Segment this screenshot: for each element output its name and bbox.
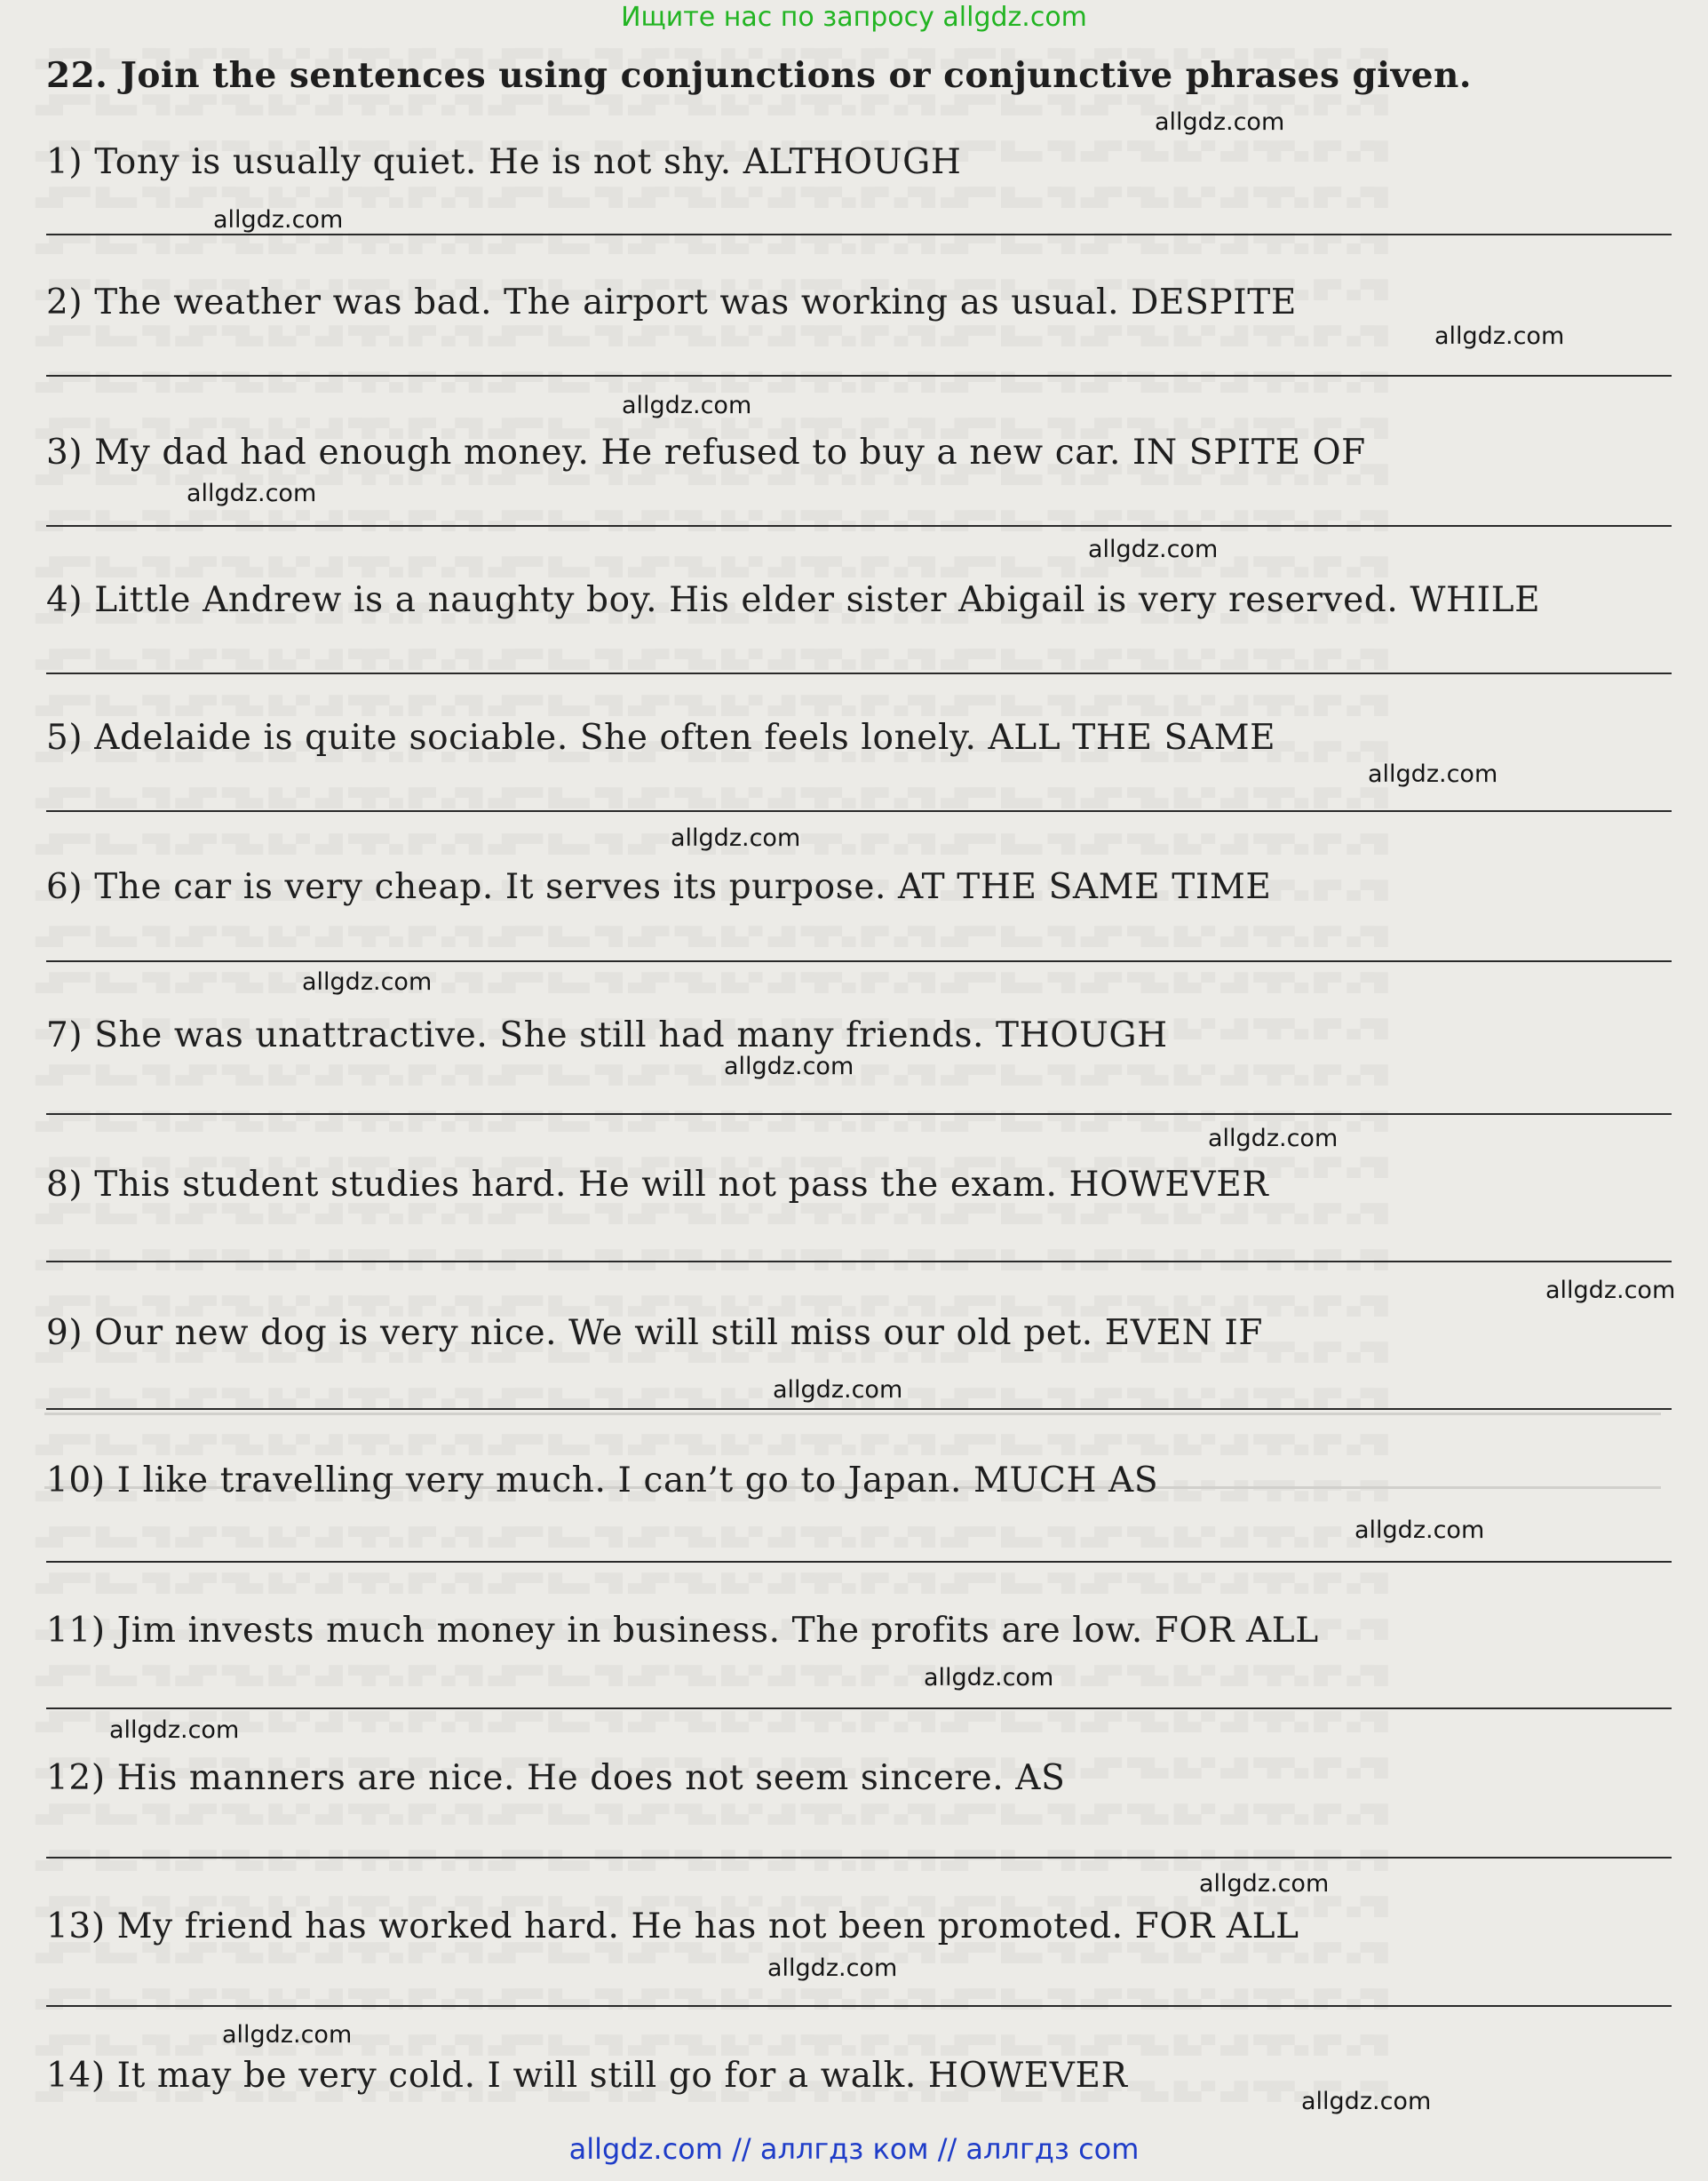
bleed-through-line xyxy=(36,1699,1670,1745)
answer-line[interactable] xyxy=(46,810,1672,812)
answer-line[interactable] xyxy=(46,234,1672,235)
answer-line[interactable] xyxy=(46,1408,1672,1410)
page-watermark: allgdz.com xyxy=(1368,760,1498,788)
page-watermark: allgdz.com xyxy=(773,1376,903,1404)
page-watermark: allgdz.com xyxy=(724,1053,854,1080)
bleed-through-line xyxy=(36,1976,1670,2022)
page-watermark: allgdz.com xyxy=(1354,1516,1485,1544)
bleed-through-line xyxy=(36,1837,1670,1883)
exercise-item: 4) Little Andrew is a naughty boy. His elder sister Abigail is very reserved. WHILE xyxy=(46,580,1541,620)
exercise-item: 7) She was unattractive. She still had many friends. THOUGH xyxy=(46,1015,1168,1055)
exercise-item: 3) My dad had enough money. He refused to buy a new car. IN SPITE OF xyxy=(46,433,1366,473)
answer-line[interactable] xyxy=(46,960,1672,962)
answer-line[interactable] xyxy=(46,375,1672,377)
page-watermark: allgdz.com xyxy=(767,1954,898,1982)
exercise-item: 13) My friend has worked hard. He has not been promoted. FOR ALL xyxy=(46,1906,1299,1946)
answer-line[interactable] xyxy=(46,1857,1672,1859)
bleed-through-line xyxy=(36,1237,1670,1283)
page-watermark: allgdz.com xyxy=(1199,1870,1330,1898)
page-watermark: allgdz.com xyxy=(924,1664,1054,1691)
exercise-item: 6) The car is very cheap. It serves its purpose. AT THE SAME TIME xyxy=(46,867,1272,907)
exercise-item: 11) Jim invests much money in business. The profits are low. FOR ALL xyxy=(46,1611,1319,1651)
answer-line[interactable] xyxy=(46,2005,1672,2007)
page-watermark: allgdz.com xyxy=(213,206,344,234)
page-watermark: allgdz.com xyxy=(671,824,801,852)
top-watermark: Ищите нас по запросу allgdz.com xyxy=(621,2,1087,33)
page-watermark: allgdz.com xyxy=(109,1716,240,1744)
exercise-item: 9) Our new dog is very nice. We will still miss our old pet. EVEN IF xyxy=(46,1313,1264,1353)
answer-line[interactable] xyxy=(46,1561,1672,1563)
bleed-through-line xyxy=(36,1098,1670,1144)
exercise-item: 1) Tony is usually quiet. He is not shy. ALTHOUGH xyxy=(46,142,962,182)
exercise-item: 14) It may be very cold. I will still go for a walk. HOWEVER xyxy=(46,2056,1128,2096)
answer-line[interactable] xyxy=(46,1707,1672,1709)
exercise-item: 8) This student studies hard. He will not pass the exam. HOWEVER xyxy=(46,1165,1269,1205)
bleed-through-line xyxy=(36,959,1670,1006)
exercise-item: 2) The weather was bad. The airport was working as usual. DESPITE xyxy=(46,283,1297,322)
page-watermark: allgdz.com xyxy=(1155,108,1285,136)
exercise-item: 12) His manners are nice. He does not seem sincere. AS xyxy=(46,1758,1066,1798)
page-watermark: allgdz.com xyxy=(1434,322,1565,350)
answer-line[interactable] xyxy=(46,525,1672,527)
bleed-through-line xyxy=(36,359,1670,405)
bleed-through-line xyxy=(36,913,1670,959)
answer-line[interactable] xyxy=(46,1113,1672,1115)
page-watermark: allgdz.com xyxy=(1088,536,1219,563)
page-watermark: allgdz.com xyxy=(622,392,752,419)
answer-line[interactable] xyxy=(46,673,1672,674)
exercise-item: 10) I like travelling very much. I can’t go to Japan. MUCH AS xyxy=(46,1461,1159,1500)
bleed-through-line xyxy=(36,821,1670,867)
answer-line[interactable] xyxy=(46,1261,1672,1262)
exercise-item: 5) Adelaide is quite sociable. She often feels lonely. ALL THE SAME xyxy=(46,718,1276,758)
bleed-through-line xyxy=(36,636,1670,682)
page-watermark: allgdz.com xyxy=(187,480,317,507)
page-watermark: allgdz.com xyxy=(302,968,433,996)
page-watermark: allgdz.com xyxy=(1301,2088,1432,2115)
page-watermark: allgdz.com xyxy=(1208,1125,1339,1152)
exercise-heading: 22. Join the sentences using conjunctions or conjunctive phrases given. xyxy=(46,55,1472,96)
page-watermark: allgdz.com xyxy=(222,2021,353,2049)
page-watermark: allgdz.com xyxy=(1545,1277,1676,1304)
bleed-through-line xyxy=(36,1560,1670,1606)
bleed-through-line xyxy=(36,1652,1670,1699)
bottom-watermark: allgdz.com // аллгдз ком // аллгдз com xyxy=(568,2132,1140,2166)
